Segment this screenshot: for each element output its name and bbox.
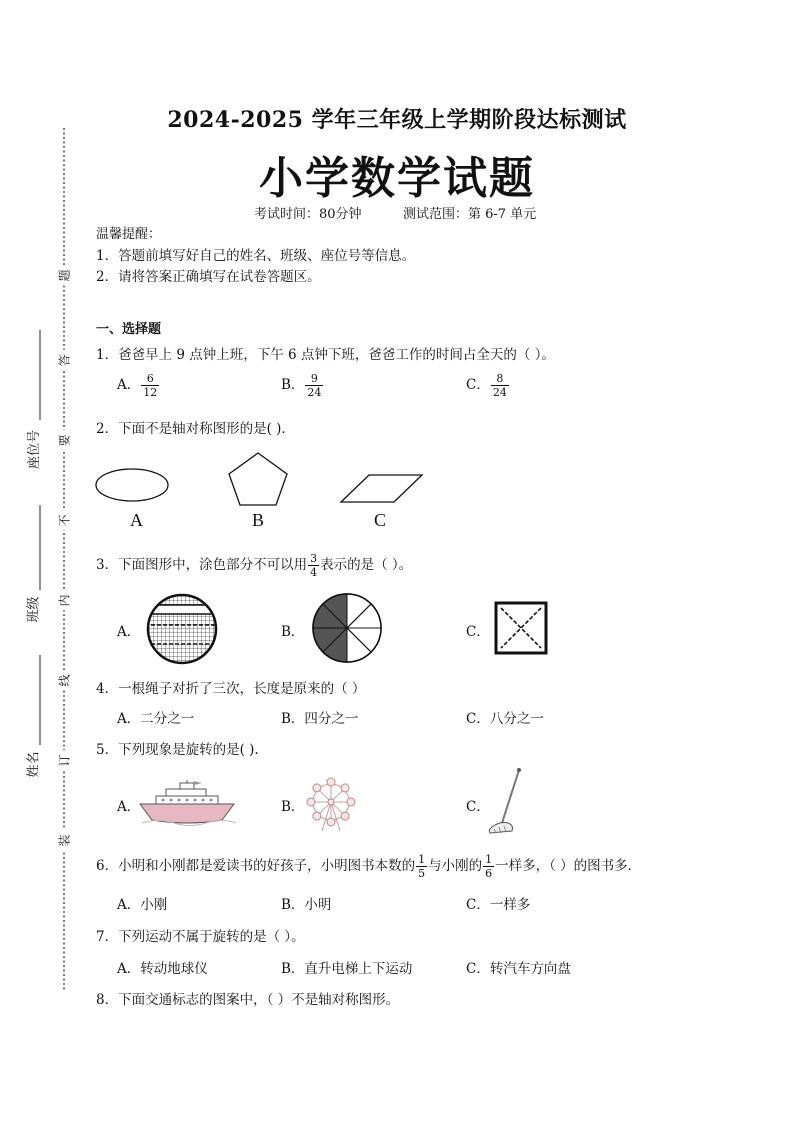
ellipse-shape	[96, 469, 168, 501]
section-title: 一、选择题	[96, 322, 162, 337]
pentagon-shape	[229, 453, 287, 505]
seal-char: 题	[57, 269, 72, 282]
question-7: 7．下列运动不属于旋转的是（ ）。	[96, 929, 305, 945]
q1-option-a[interactable]: A． $\frac{6}{12}$	[117, 372, 158, 399]
q1-option-b[interactable]: B． $\frac{9}{24}$	[281, 372, 322, 399]
question-8: 8．下面交通标志的图案中，（ ）不是轴对称图形。	[96, 992, 400, 1008]
q5-option-b[interactable]: B．	[281, 799, 305, 815]
question-1: 1．爸爸早上 9 点钟上班，下午 6 点钟下班，爸爸工作的时间占全天的（ ）。	[96, 347, 555, 363]
q3-figure-a	[145, 592, 219, 666]
seat-number-label: 座位号	[27, 429, 43, 470]
seal-char: 不	[57, 514, 72, 527]
q5-option-c[interactable]: C．	[466, 799, 490, 815]
parallelogram-shape	[341, 475, 422, 502]
fraction: $\frac{1}{6}$	[485, 853, 493, 880]
exam-time: 考试时间：80分钟	[254, 207, 362, 222]
class-label: 班级	[26, 596, 42, 623]
question-6: 6．小明和小刚都是爱读书的好孩子，小明图书本数的 $\frac{1}{5}$ 与小刚的 $\frac{1}{6}$ 一样多，（ ）的图书多．	[96, 853, 642, 880]
seal-char: 订	[57, 754, 72, 767]
q3-option-c[interactable]: C．	[466, 624, 490, 640]
q3-figure-b	[311, 592, 383, 664]
fraction: $\frac{8}{24}$	[492, 372, 507, 399]
question-5: 5．下列现象是旋转的是( ).	[96, 742, 259, 758]
tips-title: 温馨提醒：	[96, 227, 162, 242]
q1-option-c[interactable]: C． $\frac{8}{24}$	[466, 372, 507, 399]
q2-figures	[90, 445, 440, 515]
q5-option-a[interactable]: A．	[117, 799, 141, 815]
seal-char: 装	[57, 834, 72, 847]
fraction: $\frac{9}{24}$	[307, 372, 322, 399]
question-3: 3．下面图形中，涂色部分不可以用 $\frac{3}{4}$ 表示的是（ ）。	[96, 552, 413, 579]
q4-option-b[interactable]: B．四分之一	[281, 711, 359, 727]
q7-option-c[interactable]: C．转汽车方向盘	[466, 961, 571, 977]
exam-range: 测试范围：第 6-7 单元	[403, 207, 537, 222]
fraction: $\frac{3}{4}$	[310, 552, 318, 579]
q6-option-c[interactable]: C．一样多	[466, 897, 531, 913]
q2-label-a: A	[130, 510, 143, 530]
q2-label-b: B	[252, 510, 265, 530]
q4-option-a[interactable]: A．二分之一	[117, 711, 195, 727]
q3-option-b[interactable]: B．	[281, 624, 305, 640]
q6-option-b[interactable]: B．小明	[281, 897, 332, 913]
fraction: $\frac{1}{5}$	[418, 853, 426, 880]
q7-option-a[interactable]: A．转动地球仪	[117, 961, 208, 977]
mop-icon	[486, 767, 526, 837]
tip-item: 2．请将答案正确填写在试卷答题区。	[96, 269, 321, 285]
q3-figure-c	[494, 601, 548, 655]
seal-char: 要	[57, 434, 72, 447]
q6-option-a[interactable]: A．小刚	[117, 897, 168, 913]
fraction: $\frac{6}{12}$	[143, 372, 158, 399]
ferris-wheel-icon	[304, 775, 358, 833]
seal-char: 内	[57, 594, 72, 607]
question-4: 4．一根绳子对折了三次，长度是原来的（ ）	[96, 681, 366, 697]
name-label: 姓名	[26, 751, 42, 778]
exam-title: 2024-2025 学年三年级上学期阶段达标测试	[167, 107, 627, 133]
q7-option-b[interactable]: B．直升电梯上下运动	[281, 961, 413, 977]
seal-char: 答	[57, 354, 72, 367]
ship-icon	[138, 780, 238, 826]
q4-option-c[interactable]: C．八分之一	[466, 711, 544, 727]
main-title: 小学数学试题	[259, 153, 535, 204]
question-2: 2．下面不是轴对称图形的是( )．	[96, 421, 295, 437]
q3-option-a[interactable]: A．	[117, 624, 141, 640]
q2-label-c: C	[374, 510, 387, 530]
seal-char: 线	[57, 674, 72, 687]
tip-item: 1．答题前填写好自己的姓名、班级、座位号等信息。	[96, 248, 416, 264]
